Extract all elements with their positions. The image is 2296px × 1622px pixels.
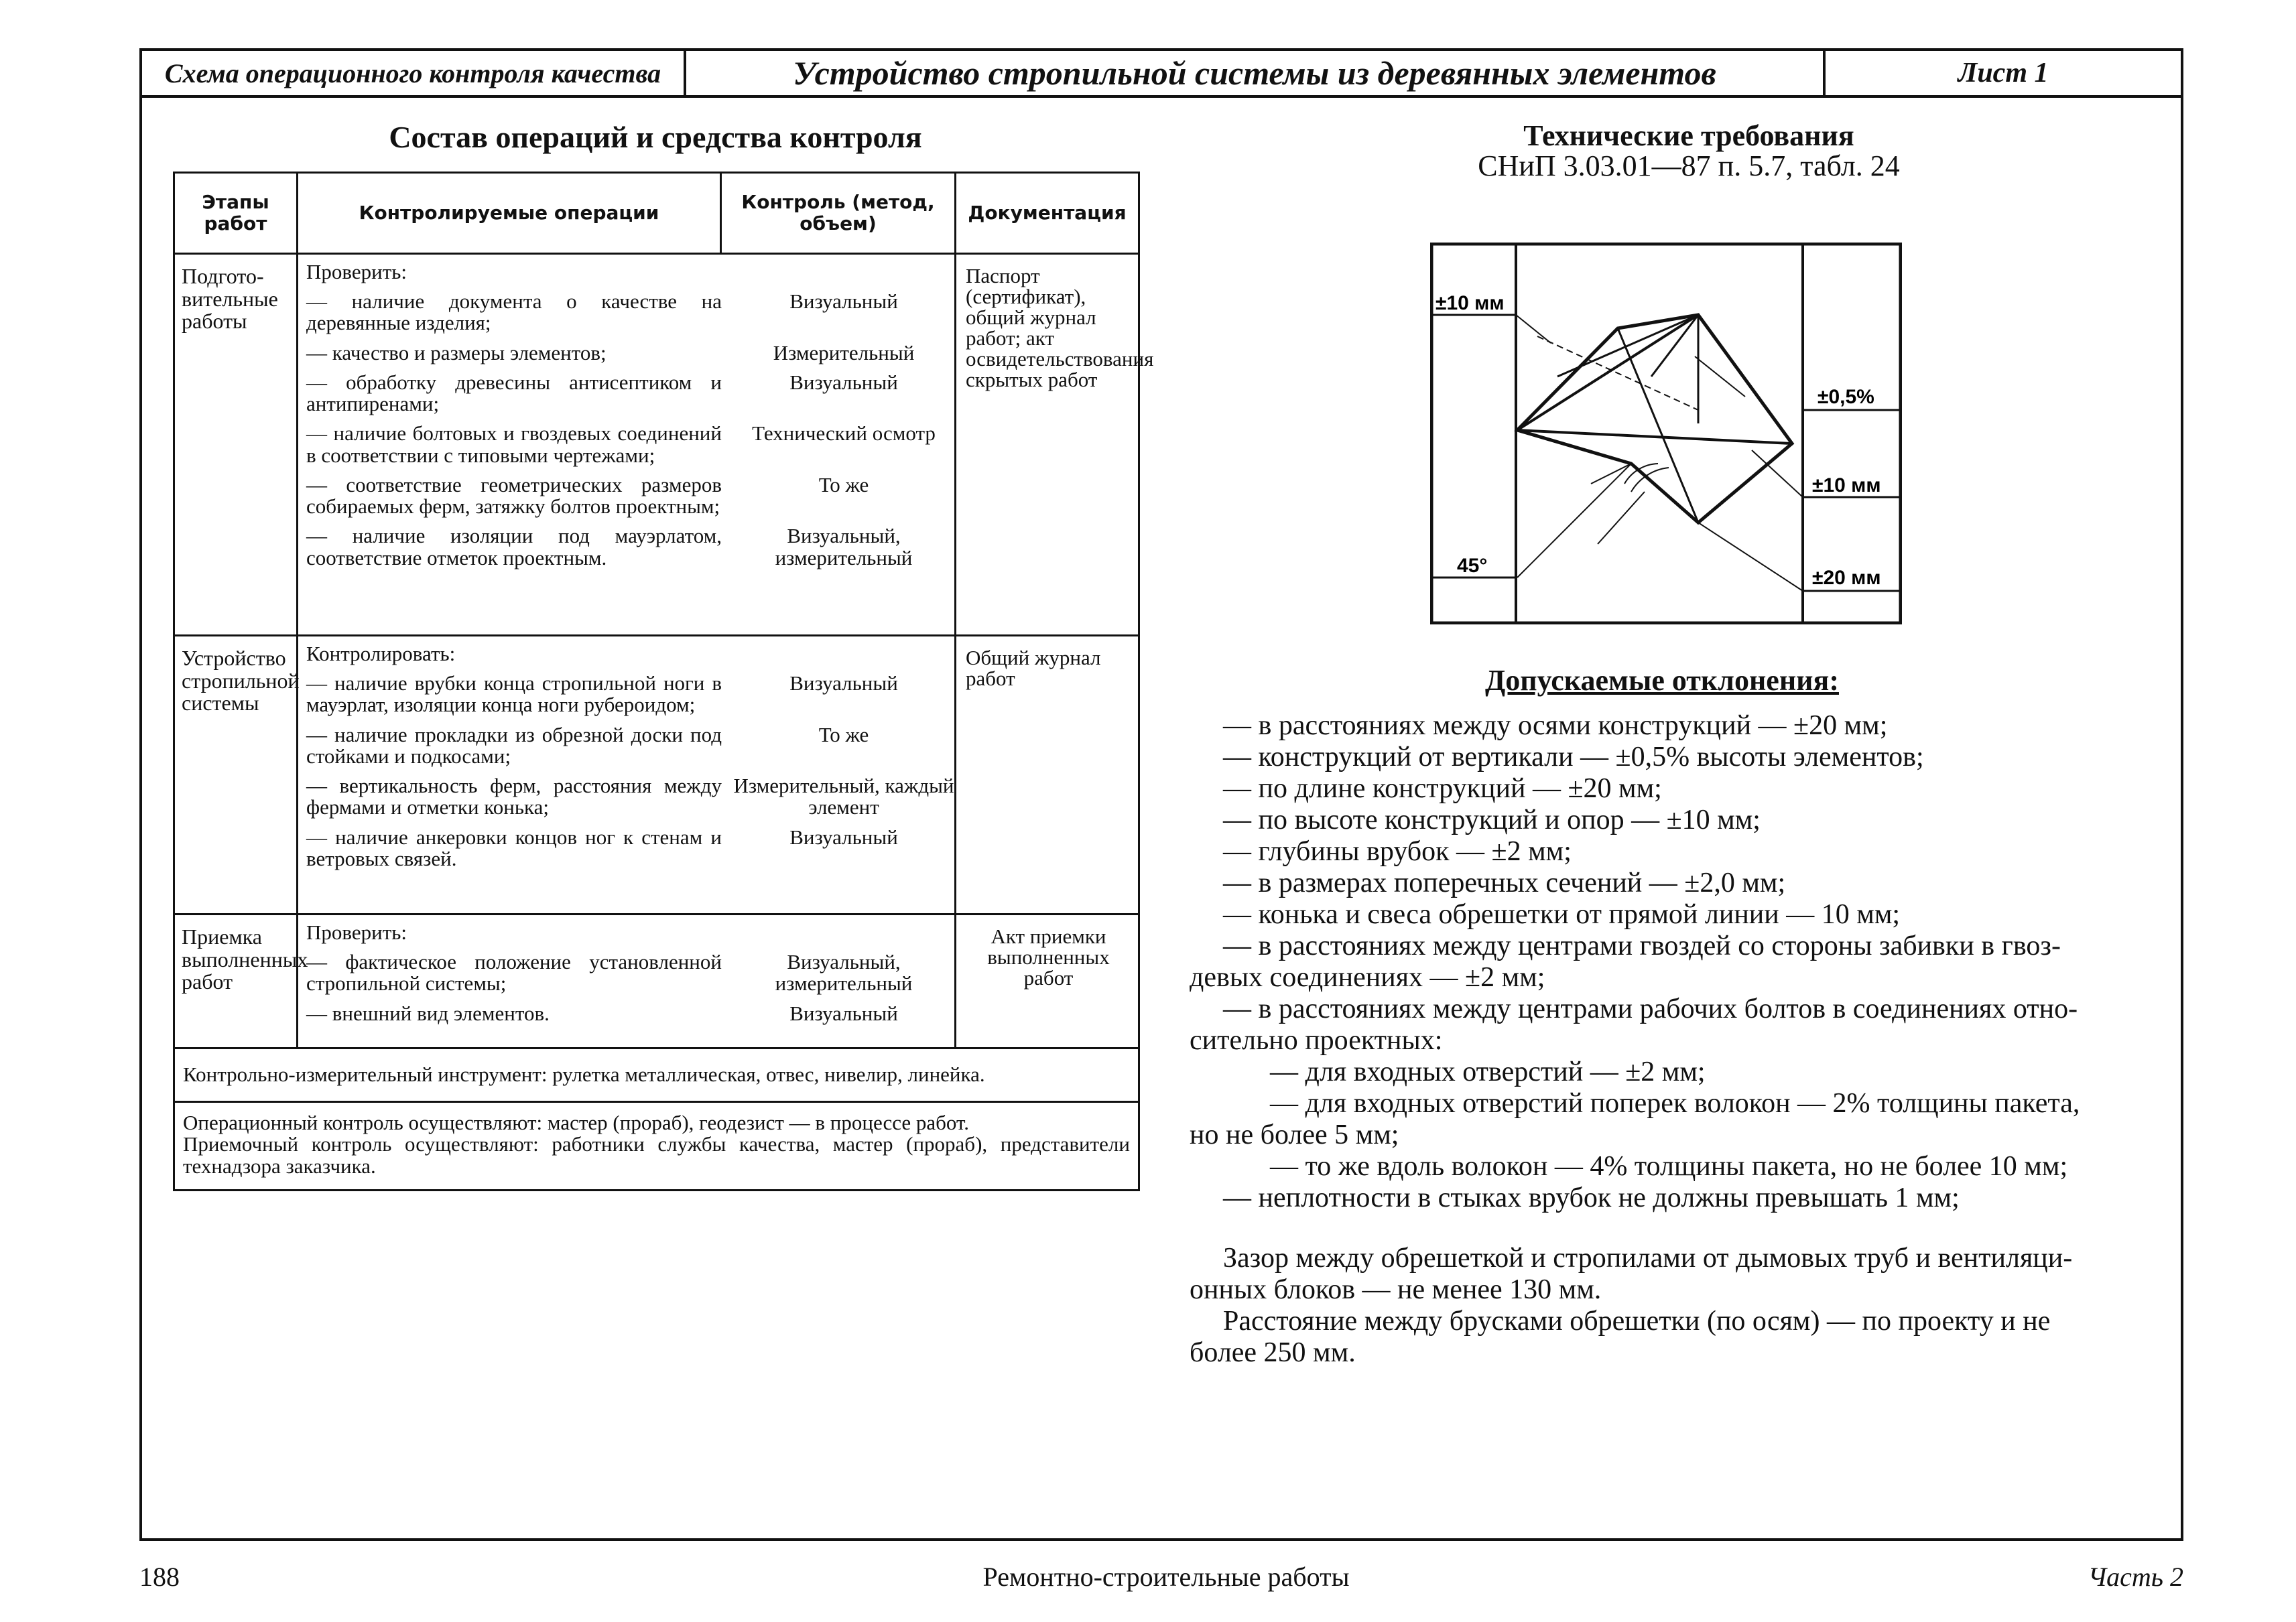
list-subitem: — для входных отверстий — ±2 мм; (1270, 1057, 1706, 1088)
operations-table (173, 172, 1154, 1191)
control-method: Визуальный (789, 289, 898, 314)
truss-geometry (1516, 315, 1803, 591)
operation-item: — внешний вид элементов. (306, 1001, 550, 1025)
control-method: Визуальный (789, 671, 898, 695)
table-row (174, 1101, 1139, 1191)
operation-item: — вертикальность ферм, расстояния между фермами и отметки конька; (306, 774, 722, 819)
control-method: Измерительный (773, 340, 915, 364)
header-scheme-title: Схема операционного контроля качества (142, 51, 686, 95)
book-title: Ремонтно-строительные работы (982, 1562, 1350, 1592)
book-part: Часть 2 (2088, 1562, 2183, 1592)
document-header (139, 48, 2183, 98)
documentation-cell: Паспорт (сертификат), общий журнал работ; акт освидетельствования скрытых работ (956, 254, 1139, 636)
requirements-subtitle: СНиП 3.03.01—87 п. 5.7, табл. 24 (1478, 149, 1900, 182)
list-item: — по высоте конструкций и опор — ±10 мм; (1223, 805, 1761, 836)
page-number: 188 (139, 1562, 180, 1592)
list-item: — в расстояниях между центрами рабочих болтов в соединениях отно- (1223, 994, 2078, 1025)
control-method: Визуальный (789, 825, 898, 849)
list-subitem: — для входных отверстий поперек волокон — 2% толщины пакета, (1270, 1088, 2080, 1120)
operation-item: — наличие болтовых и гвоздевых соединений в соответствии с типовыми чертежами; (306, 421, 722, 467)
deviations-list (1190, 710, 2151, 1369)
instrument-note: Контрольно-измерительный инструмент: рулетка металлическая, отвес, нивелир, линейка. (174, 1049, 1139, 1102)
list-item: — глубины врубок — ±2 мм; (1223, 836, 1572, 868)
control-note-acceptance: Приемочный контроль осуществляют: работники службы качества, мастер (прораб), представители технадзора заказчика. (183, 1132, 1130, 1178)
control-method: Визуальный, измерительный (775, 524, 913, 569)
label-length: ±20 мм (1812, 567, 1881, 589)
control-method: То же (818, 722, 869, 746)
header-subject: Устройство стропильной системы из деревянных элементов (686, 51, 1826, 95)
paragraph-line: более 250 мм. (1190, 1337, 1356, 1368)
list-item: — по длине конструкций — ±20 мм; (1223, 773, 1662, 805)
control-method: Визуальный, измерительный (775, 950, 913, 996)
control-method: Визуальный (789, 370, 898, 394)
control-note-operational: Операционный контроль осуществляют: мастер (прораб), геодезист — в процессе работ. (183, 1110, 969, 1134)
list-item: — конька и свеса обрешетки от прямой линии — 10 мм; (1223, 899, 1901, 931)
paragraph-line: онных блоков — не менее 130 мм. (1190, 1274, 1602, 1305)
stage-cell: Устройство стропильной системы (174, 636, 298, 915)
col-header-stage: Этапы работ (174, 173, 298, 254)
list-subitem: — то же вдоль волокон — 4% толщины пакета, но не более 10 мм; (1270, 1151, 2068, 1182)
list-item: — в расстояниях между осями конструкций — ±20 мм; (1223, 710, 1888, 741)
table-row (174, 1049, 1139, 1102)
operations-cell (298, 636, 956, 915)
control-method: Технический осмотр (752, 421, 936, 446)
header-sheet: Лист 1 (1958, 58, 2049, 88)
operation-item: — наличие прокладки из обрезной доски под стойками и подкосами; (306, 722, 722, 768)
control-method: Визуальный (789, 1001, 898, 1025)
operations-cell (298, 254, 956, 636)
control-notes (174, 1101, 1139, 1191)
operation-item: — качество и размеры элементов; (306, 340, 607, 364)
table-row (174, 915, 1139, 1049)
col-header-operations: Контролируемые операции (298, 173, 721, 254)
col-header-control: Контроль (метод, объем) (721, 173, 956, 254)
stage-lead: Проверить: (306, 921, 407, 944)
col-header-documentation: Документация (956, 173, 1139, 254)
operations-cell (298, 915, 956, 1049)
table-row (174, 254, 1139, 636)
operation-item: — наличие врубки конца стропильной ноги в мауэрлат, изоляции конца ноги рубероидом; (306, 671, 722, 717)
stage-lead: Проверить: (306, 260, 407, 283)
list-item-continuation: но не более 5 мм; (1190, 1120, 1399, 1151)
roof-truss-diagram (1430, 243, 1902, 624)
label-height: ±10 мм (1812, 474, 1881, 496)
deviations-title: Допускаемые отклонения: (1485, 664, 1839, 697)
paragraph-line: Расстояние между брусками обрешетки (по осям) — по проекту и не (1223, 1305, 2051, 1337)
table-row (174, 636, 1139, 915)
table-header-row (174, 173, 1139, 254)
paragraph-line: Зазор между обрешеткой и стропилами от дымовых труб и вентиляци- (1223, 1242, 2073, 1274)
list-item-continuation: девых соединениях — ±2 мм; (1190, 962, 1545, 994)
label-vertical: ±0,5% (1817, 386, 1874, 408)
list-item-continuation: сительно проектных: (1190, 1025, 1443, 1057)
list-item: — в расстояниях между центрами гвоздей со стороны забивки в гвоз- (1223, 931, 2061, 962)
list-item: — конструкций от вертикали — ±0,5% высоты элементов; (1223, 742, 1924, 773)
control-method: То же (818, 472, 869, 496)
label-top-left: ±10 мм (1436, 292, 1505, 314)
list-item: — неплотности в стыках врубок не должны превышать 1 мм; (1223, 1182, 1960, 1214)
operation-item: — наличие документа о качестве на деревянные изделия; (306, 289, 722, 335)
label-angle: 45° (1457, 555, 1488, 577)
operation-item: — наличие анкеровки концов ног к стенам и ветровых связей. (306, 825, 722, 870)
stage-cell: Подгото-вительные работы (174, 254, 298, 636)
operation-item: — фактическое положение установленной стропильной системы; (306, 950, 722, 996)
requirements-title: Технические требования (1523, 119, 1854, 152)
operation-item: — соответствие геометрических размеров собираемых ферм, затяжку болтов проектным; (306, 472, 722, 519)
stage-lead: Контролировать: (306, 642, 456, 665)
operation-item: — обработку древесины антисептиком и антипиренами; (306, 370, 722, 416)
operation-item: — наличие изоляции под мауэрлатом, соответствие отметок проектным. (306, 524, 722, 569)
stage-cell: Приемка выполненных работ (174, 915, 298, 1049)
list-item: — в размерах поперечных сечений — ±2,0 мм; (1223, 868, 1786, 899)
documentation-cell: Общий журнал работ (956, 636, 1139, 915)
documentation-cell: Акт приемки выполненных работ (956, 915, 1139, 1049)
control-method: Измерительный, каждый элемент (733, 774, 954, 819)
operations-title: Состав операций и средства контроля (389, 120, 922, 154)
